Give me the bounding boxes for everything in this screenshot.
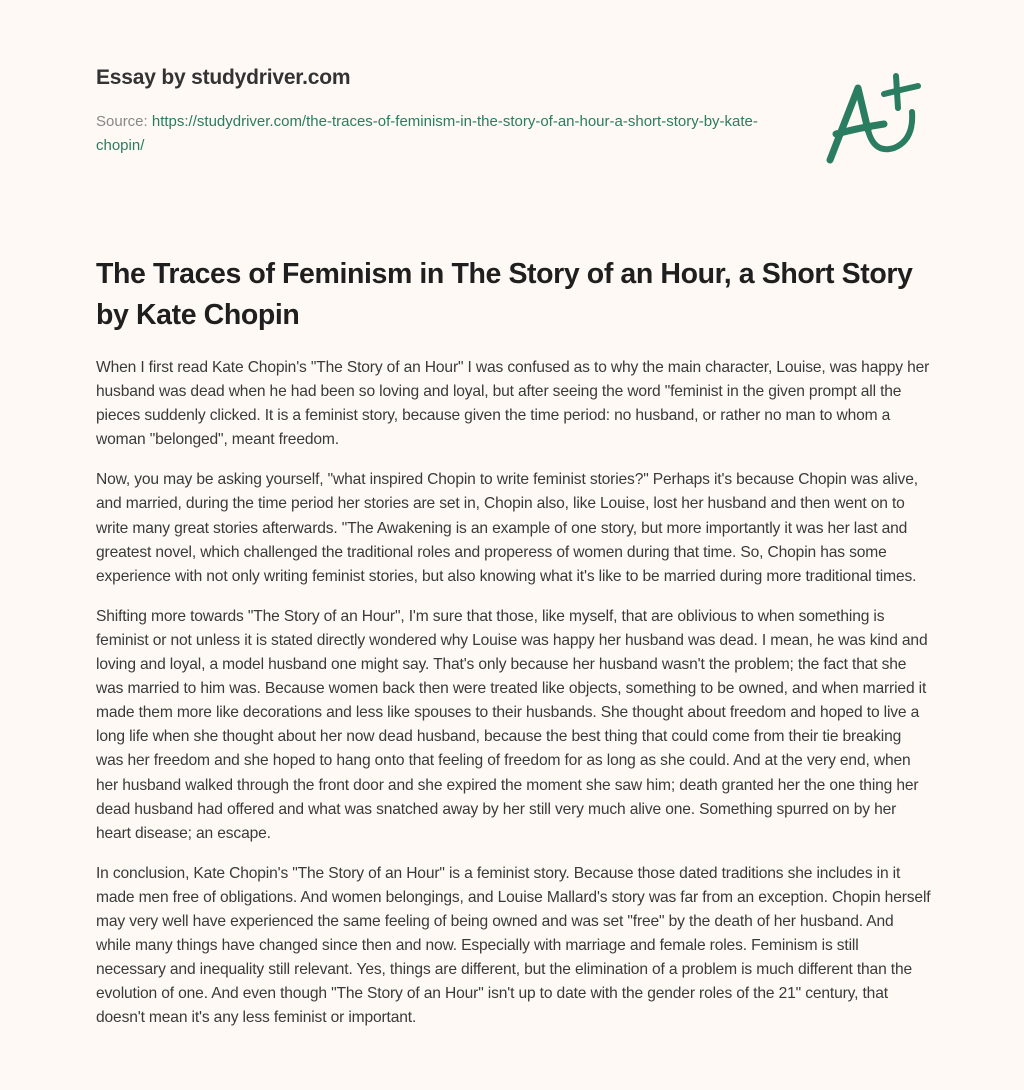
essay-paragraph: In conclusion, Kate Chopin's "The Story of an Hour" is a feminist story. Because those dated traditions she includes in it made men free of obligations. And women belongings, and Louise Mallard's story was far from an exception. Chopin herself may very well have experienced the same feeling of being owned and was set "free" by the death of her husband. And while many things have changed since then and now. Especially with marriage and female roles. Feminism is still necessary and inequality still relevant. Yes, things are different, but the elimination of a problem is much different than the evolution of one. And even though "The Story of an Hour" isn't up to date with the gender roles of the 21" century, that doesn't mean it's any less feminist or important. — [96, 864, 931, 1027]
source-line — [96, 110, 776, 158]
source-link[interactable]: https://studydriver.com/the-traces-of-feminism-in-the-story-of-an-hour-a-short-story-by-kate-chopin/ — [96, 113, 758, 154]
site-title: Essay by studydriver.com — [96, 66, 351, 89]
source-label: Source: — [96, 113, 152, 130]
essay-paragraph: Shifting more towards "The Story of an Hour", I'm sure that those, like myself, that are oblivious to when something is feminist or not unless it is stated directly wondered why Louise was happy her husband was dead. I mean, he was kind and loving and loyal, a model husband one might say. That's only because her husband wasn't the problem; the fact that she was married to him was. Because women back then were treated like objects, something to be owned, and when married it made them more like decorations and less like spouses to their husbands. She thought about freedom and hoped to live a long life when she thought about her now dead husband, because the best thing that could come from their tie breaking was her freedom and she hoped to hang onto that feeling of freedom for as long as she could. And at the very end, when her husband walked through the front door and she expired the moment she saw him; death granted her the one thing her dead husband had offered and what was snatched away by her still very much alive one. Something spurred on by her heart disease; an escape. — [96, 607, 928, 842]
essay-paragraph: When I first read Kate Chopin's "The Story of an Hour" I was confused as to why the main character, Louise, was happy her husband was dead when he had been so loving and loyal, but after seeing the word "feminist in the given prompt all the pieces suddenly clicked. It is a feminist story, because given the time period: no husband, or rather no man to whom a woman "belonged", meant freedom. — [96, 359, 930, 449]
a-plus-grade-icon — [818, 68, 928, 168]
essay-title: The Traces of Feminism in The Story of an Hour, a Short Story by Kate Chopin — [96, 258, 913, 331]
essay-article — [96, 254, 932, 1046]
essay-paragraph: Now, you may be asking yourself, "what inspired Chopin to write feminist stories?" Perhaps it's because Chopin was alive, and married, during the time period her stories are set in, Chopin also, like Louise, lost her husband and then went on to write many great stories afterwards. "The Awakening is an example of one story, but more importantly it was her last and greatest novel, which challenged the traditional roles and properess of women during that time. So, Chopin has some experience with not only writing feminist stories, but also knowing what it's like to be married during more traditional times. — [96, 471, 918, 585]
page-header — [96, 64, 776, 158]
